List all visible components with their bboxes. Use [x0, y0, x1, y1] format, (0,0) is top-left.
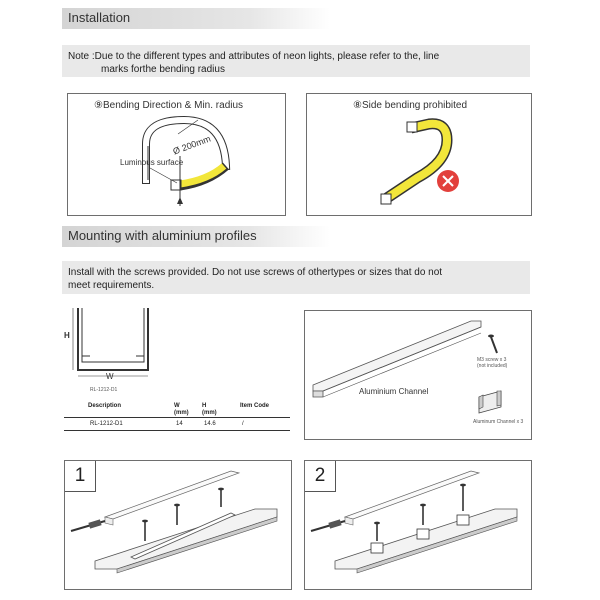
radius-label: Ø 200mm [171, 133, 213, 157]
table-cell-height: 14.6 [204, 421, 216, 427]
note-line-2: marks forthe bending radius [101, 64, 225, 75]
step-1-illustration [65, 461, 291, 589]
side-bending-caption: ⑧Side bending prohibited [353, 100, 468, 111]
mounting-title: Mounting with aluminium profiles [68, 228, 257, 243]
clip-icon [479, 391, 501, 413]
table-cell-item-code: / [242, 421, 244, 427]
table-header-item-code: Item Code [240, 403, 270, 409]
instruction-line-2: meet requirements. [68, 280, 155, 291]
channel-label: Aluminium Channel [359, 387, 429, 396]
table-header-description: Description [88, 403, 122, 409]
table-cell-description: RL-1212-D1 [90, 421, 123, 427]
kit-panel [304, 310, 532, 440]
side-bending-illustration [307, 94, 531, 215]
screw-icon [488, 335, 497, 354]
spec-table [64, 400, 290, 434]
table-divider [64, 417, 290, 418]
note-line-1: Note :Due to the different types and attributes of neon lights, please refer to the, line [68, 51, 440, 62]
bending-direction-panel [67, 93, 286, 216]
side-bending-panel [306, 93, 532, 216]
profile-model-label: RL-1212-D1 [90, 387, 118, 393]
arrow-head-icon [177, 197, 183, 204]
profile-h-label: H [64, 331, 70, 340]
instruction-bar [62, 261, 530, 294]
step-1-panel [64, 460, 292, 590]
profile-w-label: W [106, 372, 114, 381]
screw-label-1: M3 screw x 3 [477, 357, 507, 363]
clip-label: Aluminum Channel x 3 [473, 419, 524, 425]
instruction-line-1: Install with the screws provided. Do not use screws of othertypes or sizes that do not [68, 267, 443, 278]
table-header-width: W (mm) [174, 403, 189, 416]
screw-label-2: (not included) [477, 363, 508, 369]
luminous-surface-label: Luminous surface [120, 158, 184, 167]
step-1-number: 1 [65, 461, 96, 492]
table-cell-width: 14 [176, 421, 183, 427]
note-bar [62, 45, 530, 77]
table-bottom [64, 430, 290, 431]
installation-header [62, 8, 330, 29]
mounting-header [62, 226, 330, 247]
profile-cross-section [64, 306, 164, 386]
step-2-illustration [305, 461, 531, 589]
step-2-panel [304, 460, 532, 590]
table-header-height: H (mm) [202, 403, 217, 416]
installation-title: Installation [68, 10, 131, 25]
note-text [68, 50, 439, 76]
instruction-text [68, 266, 442, 292]
step-2-number: 2 [305, 461, 336, 492]
bending-direction-caption: ⑨Bending Direction & Min. radius [94, 100, 244, 111]
